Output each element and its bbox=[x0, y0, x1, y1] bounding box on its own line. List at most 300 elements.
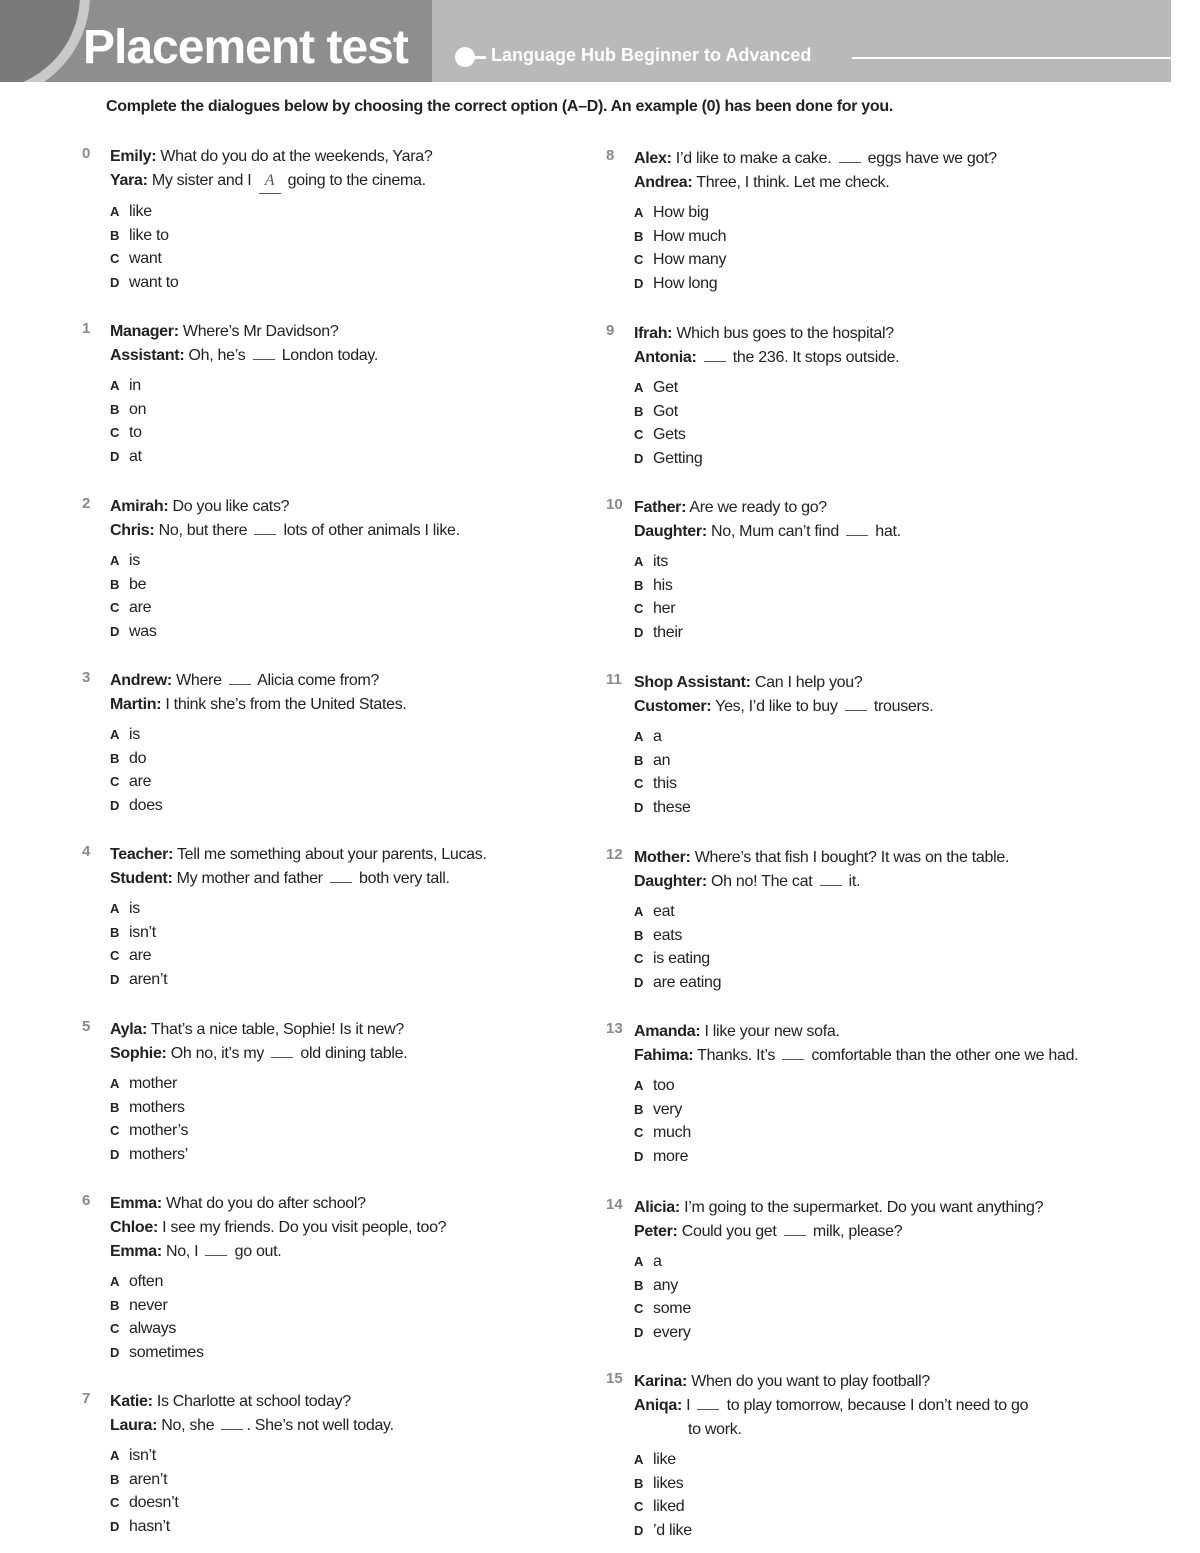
dialogue-text: milk, please? bbox=[808, 1223, 903, 1240]
answer-blank bbox=[820, 871, 842, 886]
speaker-name: Peter: bbox=[634, 1223, 678, 1240]
option-text: liked bbox=[653, 1498, 685, 1515]
option-d[interactable] bbox=[634, 796, 1154, 820]
speaker-name: Katie: bbox=[110, 1393, 153, 1410]
option-c[interactable] bbox=[110, 596, 630, 620]
answer-options bbox=[634, 1074, 1154, 1168]
dialogue-text: to work. bbox=[688, 1421, 742, 1438]
answer-options bbox=[110, 374, 630, 468]
dialogue-text: I think she’s from the United States. bbox=[165, 696, 407, 713]
dialogue-line bbox=[110, 145, 630, 169]
option-b[interactable] bbox=[634, 924, 1154, 948]
dialogue-line bbox=[110, 843, 630, 867]
option-letter: A bbox=[634, 729, 644, 744]
question-item bbox=[82, 320, 630, 468]
speaker-name: Laura: bbox=[110, 1417, 158, 1434]
option-c[interactable] bbox=[634, 248, 1154, 272]
option-text: is bbox=[129, 726, 140, 743]
option-text: are bbox=[129, 599, 152, 616]
bullet-dot-icon bbox=[455, 47, 475, 67]
dialogue-text: Yes, I’d like to buy bbox=[715, 698, 842, 715]
dialogue-text: When do you want to play football? bbox=[691, 1373, 931, 1390]
option-letter: A bbox=[634, 1254, 644, 1269]
option-letter: B bbox=[634, 1277, 644, 1293]
option-letter: A bbox=[110, 553, 120, 568]
dialogue-line bbox=[110, 867, 630, 891]
option-b[interactable] bbox=[634, 749, 1154, 773]
dialogue-line bbox=[634, 1044, 1154, 1068]
speaker-name: Chloe: bbox=[110, 1219, 158, 1236]
option-text: do bbox=[129, 749, 147, 767]
dialogue-text: go out. bbox=[230, 1243, 282, 1260]
option-letter: B bbox=[110, 227, 120, 243]
dialogue-text: I like your new sofa. bbox=[704, 1023, 840, 1040]
option-a[interactable] bbox=[634, 201, 1154, 225]
dialogue-line bbox=[634, 870, 1154, 894]
option-c[interactable] bbox=[634, 947, 1154, 971]
option-a[interactable] bbox=[110, 1444, 630, 1468]
dialogue-text: trousers. bbox=[869, 698, 934, 715]
dialogue-text: Where’s Mr Davidson? bbox=[182, 323, 339, 340]
option-d[interactable] bbox=[634, 971, 1154, 995]
answer-options bbox=[634, 201, 1154, 295]
option-text: doesn’t bbox=[129, 1494, 179, 1511]
dialogue-line bbox=[110, 1414, 630, 1438]
option-c[interactable] bbox=[110, 1317, 630, 1341]
option-letter: B bbox=[634, 228, 644, 244]
option-text: mothers bbox=[129, 1098, 185, 1116]
option-letter: A bbox=[110, 1076, 120, 1091]
dialogue-text: Could you get bbox=[681, 1223, 781, 1240]
option-c[interactable] bbox=[110, 247, 630, 271]
option-letter: C bbox=[634, 601, 644, 616]
option-letter: D bbox=[634, 1148, 644, 1164]
answer-options bbox=[110, 1444, 630, 1538]
speaker-name: Amanda: bbox=[634, 1023, 701, 1040]
dialogue-text: That’s a nice table, Sophie! Is it new? bbox=[150, 1021, 404, 1038]
option-letter: C bbox=[110, 948, 120, 963]
option-text: are eating bbox=[653, 973, 722, 991]
question-number: 1 bbox=[82, 320, 91, 337]
speaker-name: Daughter: bbox=[634, 523, 707, 540]
option-c[interactable] bbox=[634, 772, 1154, 796]
option-a[interactable] bbox=[634, 550, 1154, 574]
dialogue-line bbox=[110, 1216, 630, 1240]
option-text: eats bbox=[653, 926, 683, 944]
option-b[interactable] bbox=[634, 574, 1154, 598]
option-letter: D bbox=[634, 974, 644, 990]
dialogue-text: I see my friends. Do you visit people, too? bbox=[162, 1219, 447, 1236]
option-letter: A bbox=[634, 205, 644, 220]
option-c[interactable] bbox=[634, 423, 1154, 447]
option-text: mother bbox=[129, 1075, 177, 1092]
option-d[interactable] bbox=[110, 620, 630, 644]
option-d[interactable] bbox=[634, 272, 1154, 296]
dialogue-line bbox=[110, 1192, 630, 1216]
question-item bbox=[606, 496, 1154, 644]
option-d[interactable] bbox=[634, 1321, 1154, 1345]
dialogue-line bbox=[110, 1042, 630, 1066]
option-text: like bbox=[653, 1451, 676, 1468]
option-a[interactable] bbox=[634, 725, 1154, 749]
option-a[interactable] bbox=[110, 549, 630, 573]
option-c[interactable] bbox=[634, 597, 1154, 621]
option-text: aren’t bbox=[129, 1470, 168, 1488]
question-number: 15 bbox=[606, 1370, 623, 1387]
dialogue-line bbox=[634, 1220, 1154, 1244]
option-c[interactable] bbox=[110, 944, 630, 968]
dialogue-line bbox=[110, 320, 630, 344]
dialogue-line bbox=[634, 496, 1154, 520]
dialogue-line bbox=[634, 520, 1154, 544]
speaker-name: Chris: bbox=[110, 522, 155, 539]
option-b[interactable] bbox=[110, 1294, 630, 1318]
option-text: Get bbox=[653, 379, 678, 396]
option-b[interactable] bbox=[634, 400, 1154, 424]
dialogue-text: Tell me something about your parents, Lucas. bbox=[176, 846, 487, 863]
dialogue-line bbox=[634, 846, 1154, 870]
dialogue-line bbox=[634, 1196, 1154, 1220]
speaker-name: Ifrah: bbox=[634, 325, 673, 342]
question-number: 8 bbox=[606, 147, 615, 164]
option-letter: B bbox=[110, 750, 120, 766]
question-item bbox=[606, 147, 1154, 295]
dialogue-text: My sister and I bbox=[151, 172, 256, 189]
option-d[interactable] bbox=[634, 1145, 1154, 1169]
option-text: much bbox=[653, 1124, 691, 1141]
option-letter: C bbox=[634, 252, 644, 267]
option-d[interactable] bbox=[110, 1341, 630, 1365]
course-subtitle: Language Hub Beginner to Advanced bbox=[491, 45, 812, 65]
speaker-name: Martin: bbox=[110, 696, 162, 713]
answer-blank bbox=[221, 1415, 243, 1430]
speaker-name: Yara: bbox=[110, 172, 148, 189]
dialogue-line bbox=[110, 1240, 630, 1264]
speaker-name: Ayla: bbox=[110, 1021, 148, 1038]
option-d[interactable] bbox=[110, 271, 630, 295]
option-text: this bbox=[653, 775, 677, 792]
question-item bbox=[606, 1196, 1154, 1344]
dialogue-text: Are we ready to go? bbox=[689, 499, 827, 516]
answer-options bbox=[110, 897, 630, 991]
dialogue-text: going to the cinema. bbox=[283, 172, 426, 189]
option-text: their bbox=[653, 623, 683, 641]
question-item bbox=[82, 1192, 630, 1364]
option-letter: D bbox=[110, 448, 120, 464]
dialogue-line bbox=[634, 1418, 1154, 1442]
option-letter: C bbox=[634, 1301, 644, 1316]
option-text: hasn’t bbox=[129, 1517, 170, 1535]
option-text: likes bbox=[653, 1474, 684, 1492]
option-c[interactable] bbox=[110, 770, 630, 794]
option-letter: A bbox=[110, 727, 120, 742]
dialogue-text: Alicia come from? bbox=[253, 672, 380, 689]
answer-blank bbox=[229, 670, 251, 685]
dialogue-text: I bbox=[686, 1397, 695, 1414]
option-letter: A bbox=[110, 901, 120, 916]
speaker-name: Teacher: bbox=[110, 846, 174, 863]
option-letter: D bbox=[634, 1522, 644, 1538]
option-a[interactable] bbox=[110, 723, 630, 747]
option-d[interactable] bbox=[110, 445, 630, 469]
instructions: Complete the dialogues below by choosing the correct option (A–D). An example (0) has been done for you. bbox=[106, 98, 893, 115]
option-a[interactable] bbox=[634, 1074, 1154, 1098]
option-letter: C bbox=[634, 1125, 644, 1140]
answer-blank bbox=[839, 148, 861, 163]
question-item bbox=[82, 843, 630, 991]
header-rule bbox=[852, 57, 1171, 59]
option-text: How much bbox=[653, 227, 727, 245]
option-text: always bbox=[129, 1320, 177, 1337]
option-text: is bbox=[129, 900, 140, 917]
option-a[interactable] bbox=[634, 1448, 1154, 1472]
option-letter: A bbox=[634, 1078, 644, 1093]
option-c[interactable] bbox=[634, 1297, 1154, 1321]
option-c[interactable] bbox=[634, 1495, 1154, 1519]
option-letter: B bbox=[110, 401, 120, 417]
dialogue-text: Thanks. It’s bbox=[697, 1047, 780, 1064]
speaker-name: Father: bbox=[634, 499, 687, 516]
dialogue-text: the 236. It stops outside. bbox=[728, 349, 900, 366]
option-letter: B bbox=[634, 927, 644, 943]
option-text: these bbox=[653, 798, 691, 816]
option-letter: C bbox=[110, 251, 120, 266]
option-letter: C bbox=[110, 600, 120, 615]
option-d[interactable] bbox=[110, 1515, 630, 1539]
option-d[interactable] bbox=[110, 968, 630, 992]
dialogue-text: comfortable than the other one we had. bbox=[807, 1047, 1079, 1064]
speaker-name: Customer: bbox=[634, 698, 712, 715]
option-letter: B bbox=[634, 1475, 644, 1491]
dialogue-text: Where’s that fish I bought? It was on the table. bbox=[694, 849, 1010, 866]
option-b[interactable] bbox=[110, 224, 630, 248]
speaker-name: Andrew: bbox=[110, 672, 172, 689]
option-b[interactable] bbox=[110, 921, 630, 945]
option-letter: D bbox=[634, 450, 644, 466]
option-text: want to bbox=[129, 273, 179, 291]
answer-options bbox=[110, 1072, 630, 1166]
answer-options bbox=[110, 549, 630, 643]
dialogue-line bbox=[634, 695, 1154, 719]
option-letter: A bbox=[634, 1452, 644, 1467]
answer-options bbox=[634, 376, 1154, 470]
speaker-name: Daughter: bbox=[634, 873, 707, 890]
option-text: like bbox=[129, 203, 152, 220]
question-item bbox=[606, 1370, 1154, 1542]
option-text: sometimes bbox=[129, 1343, 204, 1361]
option-b[interactable] bbox=[634, 1098, 1154, 1122]
option-b[interactable] bbox=[110, 1468, 630, 1492]
dialogue-line bbox=[110, 169, 630, 194]
option-letter: D bbox=[110, 971, 120, 987]
dialogue-text: London today. bbox=[277, 347, 379, 364]
option-text: mother’s bbox=[129, 1122, 189, 1139]
option-d[interactable] bbox=[634, 447, 1154, 471]
option-letter: C bbox=[110, 1123, 120, 1138]
option-text: Gets bbox=[653, 426, 686, 443]
answer-blank bbox=[330, 868, 352, 883]
decorative-circle-icon bbox=[0, 0, 90, 82]
dialogue-text: lots of other animals I like. bbox=[279, 522, 460, 539]
dialogue-text: eggs have we got? bbox=[863, 150, 997, 167]
dialogue-line bbox=[634, 671, 1154, 695]
speaker-name: Fahima: bbox=[634, 1047, 694, 1064]
answer-blank bbox=[205, 1241, 227, 1256]
question-number: 7 bbox=[82, 1390, 91, 1407]
question-item bbox=[606, 846, 1154, 994]
option-d[interactable] bbox=[634, 621, 1154, 645]
option-letter: D bbox=[110, 1518, 120, 1534]
option-text: How long bbox=[653, 274, 718, 292]
option-b[interactable] bbox=[110, 747, 630, 771]
option-b[interactable] bbox=[634, 1472, 1154, 1496]
answer-options bbox=[634, 725, 1154, 819]
option-text: does bbox=[129, 796, 163, 814]
option-text: Got bbox=[653, 402, 678, 420]
question-number: 10 bbox=[606, 496, 623, 513]
option-a[interactable] bbox=[110, 897, 630, 921]
option-b[interactable] bbox=[110, 573, 630, 597]
dialogue-text: No, she bbox=[161, 1417, 219, 1434]
option-letter: A bbox=[110, 378, 120, 393]
question-item bbox=[606, 671, 1154, 819]
answer-options bbox=[634, 1250, 1154, 1344]
answer-blank bbox=[254, 520, 276, 535]
option-c[interactable] bbox=[110, 421, 630, 445]
option-b[interactable] bbox=[634, 1274, 1154, 1298]
option-b[interactable] bbox=[110, 1096, 630, 1120]
option-a[interactable] bbox=[110, 1072, 630, 1096]
dialogue-text: Is Charlotte at school today? bbox=[156, 1393, 351, 1410]
question-item bbox=[82, 669, 630, 817]
dialogue-text: I’m going to the supermarket. Do you want anything? bbox=[684, 1199, 1044, 1216]
speaker-name: Aniqa: bbox=[634, 1397, 682, 1414]
dialogue-text: I’d like to make a cake. bbox=[675, 150, 836, 167]
option-letter: C bbox=[634, 776, 644, 791]
option-b[interactable] bbox=[634, 225, 1154, 249]
speaker-name: Emily: bbox=[110, 148, 157, 165]
page-title: Placement test bbox=[83, 21, 408, 74]
dialogue-line bbox=[110, 669, 630, 693]
option-letter: D bbox=[634, 624, 644, 640]
option-letter: B bbox=[634, 577, 644, 593]
option-letter: B bbox=[110, 924, 120, 940]
option-a[interactable] bbox=[634, 1250, 1154, 1274]
option-letter: A bbox=[634, 554, 644, 569]
option-d[interactable] bbox=[110, 1143, 630, 1167]
dialogue-line bbox=[634, 1370, 1154, 1394]
option-d[interactable] bbox=[110, 794, 630, 818]
option-text: aren’t bbox=[129, 970, 168, 988]
option-text: isn’t bbox=[129, 1447, 156, 1464]
dialogue-text: to play tomorrow, because I don’t need to go bbox=[722, 1397, 1029, 1414]
option-text: was bbox=[129, 622, 157, 640]
option-text: to bbox=[129, 424, 142, 441]
dialogue-line bbox=[110, 495, 630, 519]
answer-options bbox=[634, 900, 1154, 994]
option-b[interactable] bbox=[110, 398, 630, 422]
option-letter: B bbox=[110, 1297, 120, 1313]
option-text: mothers’ bbox=[129, 1145, 188, 1163]
dialogue-text: Where bbox=[176, 672, 226, 689]
question-number: 3 bbox=[82, 669, 91, 686]
question-number: 14 bbox=[606, 1196, 623, 1213]
dialogue-text: both very tall. bbox=[354, 870, 450, 887]
answer-options bbox=[110, 1270, 630, 1364]
answer-blank bbox=[697, 1395, 719, 1410]
answer-options bbox=[110, 723, 630, 817]
option-c[interactable] bbox=[110, 1119, 630, 1143]
answer-options bbox=[634, 1448, 1154, 1542]
speaker-name: Manager: bbox=[110, 323, 179, 340]
answer-options bbox=[110, 200, 630, 294]
option-text: are bbox=[129, 947, 152, 964]
option-text: are bbox=[129, 773, 152, 790]
option-text: an bbox=[653, 751, 671, 769]
option-letter: C bbox=[110, 1495, 120, 1510]
dialogue-text: Can I help you? bbox=[754, 674, 863, 691]
dialogue-line bbox=[634, 147, 1154, 171]
header-subtitle-band bbox=[432, 0, 1171, 82]
dialogue-text: . She’s not well today. bbox=[246, 1417, 394, 1434]
option-letter: A bbox=[634, 380, 644, 395]
option-a[interactable] bbox=[110, 200, 630, 224]
option-text: too bbox=[653, 1077, 675, 1094]
option-d[interactable] bbox=[634, 1519, 1154, 1543]
option-letter: A bbox=[110, 204, 120, 219]
option-letter: B bbox=[634, 1101, 644, 1117]
dialogue-text: What do you do after school? bbox=[166, 1195, 366, 1212]
option-letter: D bbox=[110, 274, 120, 290]
option-a[interactable] bbox=[110, 374, 630, 398]
option-a[interactable] bbox=[634, 376, 1154, 400]
bullet-dash bbox=[474, 56, 486, 59]
dialogue-line bbox=[634, 346, 1154, 370]
option-letter: D bbox=[634, 275, 644, 291]
option-a[interactable] bbox=[110, 1270, 630, 1294]
speaker-name: Emma: bbox=[110, 1243, 162, 1260]
option-letter: B bbox=[634, 403, 644, 419]
option-text: her bbox=[653, 600, 676, 617]
option-a[interactable] bbox=[634, 900, 1154, 924]
option-c[interactable] bbox=[110, 1491, 630, 1515]
example-answer: A bbox=[259, 169, 281, 194]
question-number: 11 bbox=[606, 671, 622, 688]
header-title-band bbox=[0, 0, 432, 82]
speaker-name: Amirah: bbox=[110, 498, 169, 515]
dialogue-line bbox=[634, 171, 1154, 195]
option-c[interactable] bbox=[634, 1121, 1154, 1145]
dialogue-text: No, but there bbox=[158, 522, 252, 539]
option-letter: D bbox=[110, 623, 120, 639]
option-text: on bbox=[129, 400, 147, 418]
question-item bbox=[82, 495, 630, 643]
option-letter: A bbox=[634, 904, 644, 919]
option-text: How big bbox=[653, 204, 709, 221]
answer-blank bbox=[704, 347, 726, 362]
speaker-name: Alex: bbox=[634, 150, 672, 167]
dialogue-line bbox=[634, 1394, 1154, 1418]
option-letter: C bbox=[634, 951, 644, 966]
option-letter: C bbox=[110, 1321, 120, 1336]
speaker-name: Andrea: bbox=[634, 174, 693, 191]
option-letter: C bbox=[634, 1499, 644, 1514]
answer-blank bbox=[846, 521, 868, 536]
question-number: 2 bbox=[82, 495, 91, 512]
option-text: be bbox=[129, 575, 147, 593]
option-text: his bbox=[653, 576, 673, 594]
dialogue-text: it. bbox=[844, 873, 861, 890]
